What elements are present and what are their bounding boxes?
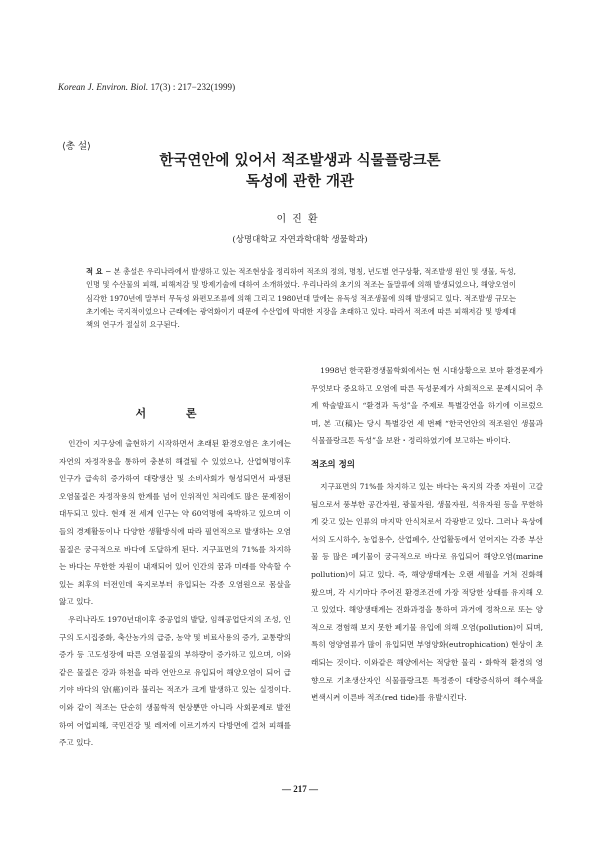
paper-title [0, 150, 600, 192]
definition-paragraph: 지구표면의 71%를 차지하고 있는 바다는 육지의 각종 자원이 고갈됨으로서 풍부한 공간자원, 광물자원, 생물자원, 석유자원 등을 무한하게 갖고 있는 인류의 마지막 안식처로서 각광받고 있다. 그러나 육상에서의 도시하수, 농업용수, 산업폐수, 산업활동에서 얻어지는 각종 부산물 등 많은 폐기물이 궁극적으로 바다로 유입되어 해양오염(marine pollution)이 되고 있다. 즉, 해양생태계는 오랜 세월을 거쳐 진화해 왔으며, 각 시기마다 주어진 환경조건에 가장 적당한 상태를 유지해 오고 있었다. 해양생태계는 진화과정을 통하여 과거에 정착으로 또는 양적으로 경험해 보지 못한 폐기물 유입에 의해 오염(pollution)이 되며, 특히 영양염류가 많이 유입되면 부영양화(eutrophication) 현상이 초래되는 것이다. 이와같은 해양에서는 적당한 물리・화학적 환경의 영향으로 기초생산자인 식물플랑크톤 특정종이 대량증식하여 해수색을 변색시켜 이른바 적조(red tide)를 유발시킨다. [311, 481, 543, 703]
intro-paragraph-1: 인간이 지구상에 출현하기 시작하면서 초래된 환경오염은 초기에는 자연의 자정작용을 통하여 충분히 해결될 수 있었으나, 산업혁명이후 인구가 급속히 증가하여 대량생산 및 소비사회가 형성되면서 파생된 오염물질은 자정작용의 한계를 넘어 인위적인 처리에도 많은 문제점이 대두되고 있다. 현재 전 세계 인구는 약 60억명에 육박하고 있으며 이들의 경제활동이나 다양한 생활방식에 따라 필연적으로 발생하는 오염물질은 궁극적으로 바다에 도달하게 된다. 지구표면의 71%를 차지하는 바다는 무한한 자원이 내재되어 있어 인간의 꿈과 미래를 약속할 수 있는 최후의 터전인데 육지로부터 유입되는 각종 오염원으로 몸살을 앓고 있다. [59, 439, 291, 607]
journal-volume-pages: 17(3) : 217−232(1999) [148, 82, 236, 92]
right-column [311, 362, 543, 707]
left-column [59, 405, 291, 752]
title-line-2: 독성에 관한 개관 [245, 173, 355, 190]
journal-name: Korean J. Environ. Biol. [58, 82, 149, 92]
right-paragraph-1: 1998년 한국환경생물학회에서는 현 시대상황으로 보아 환경문제가 무엇보다 중요하고 오염에 따른 독성문제가 사회적으로 문제시되어 추계 학술발표시 “환경과 독성”을 주제로 특별강연을 하기에 이르렀으며, 본 고(稿)는 당시 특별강연 세 번째 “한국연안의 적조원인 생물과 식물플랑크톤 독성”을 보완・정리하였기에 보고하는 바이다. [311, 366, 543, 446]
article-category: ⟨총 설⟩ [62, 141, 91, 152]
author-affiliation: (상명대학교 자연과학대학 생물학과) [232, 235, 368, 245]
intro-paragraph-2: 우리나라도 1970년대이후 중공업의 발달, 임해공업단지의 조성, 인구의 도시집중화, 축산농가의 급증, 농약 및 비료사용의 증가, 교통량의 증가 등 고도성장에 따른 오염물질의 부하량이 증가하고 있으며, 이와같은 물질은 강과 하천을 따라 연안으로 유입되어 해양오염이 되어 급기야 바다의 암(癌)이라 불리는 적조가 크게 발생하고 있는 실정이다. 이와 같이 적조는 단순히 생물학적 현상뿐만 아니라 사회문제로 발전하여 어업피해, 국민건강 및 레저에 이르기까지 다방면에 걸쳐 피해를 주고 있다. [59, 614, 291, 748]
abstract-text: − 본 총설은 우리나라에서 발생하고 있는 적조현상을 정리하여 적조의 정의, 명칭, 년도별 연구상황, 적조발생 원인 및 생물, 독성, 인명 및 수산물의 피해, 피해저감 및 방제기술에 대하여 소개하였다. 우리나라의 초기의 적조는 돌말류에 의해 발생되었으나, 해양오염이 심각한 1970년에 말부터 무독성 와편모조류에 의해 그리고 1980년대 말에는 유독성 적조생물에 의해 발생되고 있다. 적조발생 규모는 초기에는 국지적이었으나 근래에는 광역화이기 때문에 수산업에 막대한 지장을 초래하고 있다. 따라서 적조에 따른 피해저감 및 방제대책의 연구가 절실히 요구된다. [86, 267, 516, 330]
abstract [86, 265, 516, 331]
definition-subheading: 적조의 정의 [311, 459, 356, 470]
journal-citation [58, 82, 235, 92]
title-line-1: 한국연안에 있어서 적조발생과 식물플랑크톤 [159, 152, 441, 169]
author-name: 이진환 [276, 214, 324, 225]
page-number: — 217 — [282, 784, 318, 794]
introduction-heading: 서 론 [135, 407, 215, 420]
abstract-label: 적 요 [86, 267, 103, 276]
